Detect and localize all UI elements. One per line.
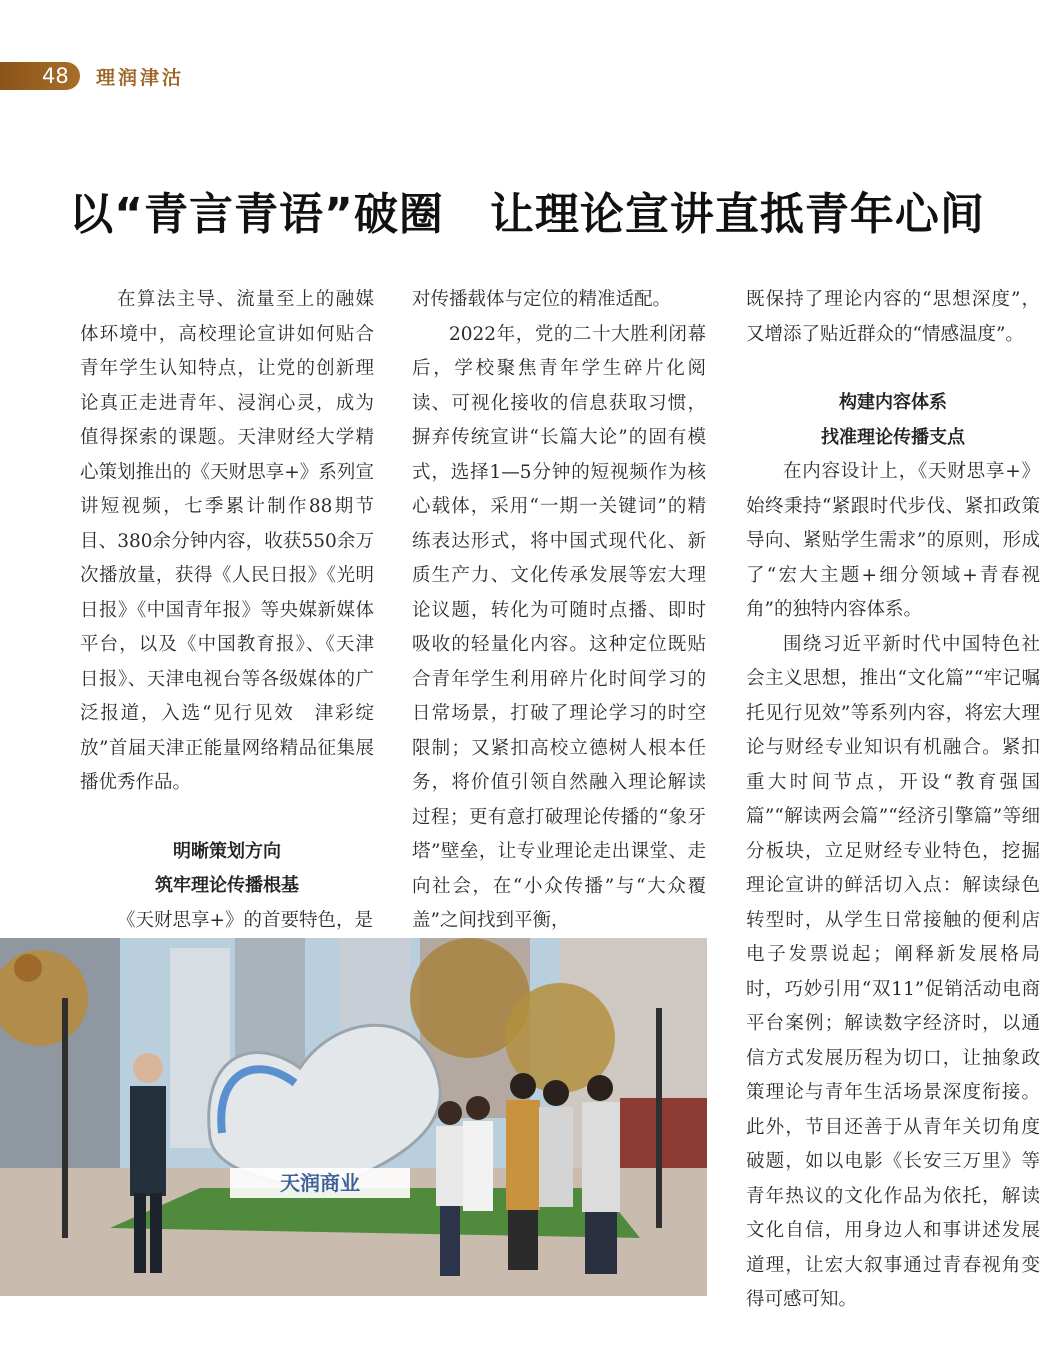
paragraph: 在算法主导、流量至上的融媒体环境中，高校理论宣讲如何贴合青年学生认知特点，让党的创新理论真正走进青年、浸润心灵，成为值得探索的课题。天津财经大学精心策划推出的《天财思享+》系列宣讲短视频，七季累计制作88期节目、380余分钟内容，收获550余万次播放量，获得《人民日报》《光明日报》《中国青年报》等央媒新媒体平台，以及《中国教育报》、《天津日报》、天津电视台等各级媒体的广泛报道，入选“见行见效 津彩绽放”首届天津正能量网络精品征集展播优秀作品。 — [80, 289, 374, 793]
text-column-3 — [746, 283, 1040, 1318]
paragraph: 2022年，党的二十大胜利闭幕后，学校聚焦青年学生碎片化阅读、可视化接收的信息获取习惯，摒弃传统宣讲“长篇大论”的固有模式，选择1—5分钟的短视频作为核心载体，采用“一期一关键词”的精练表达形式，将中国式现代化、新质生产力、文化传承发展等宏大理论议题，转化为可随时点播、即时吸收的轻量化内容。这种定位既贴合青年学生利用碎片化时间学习的日常场景，打破了理论学习的时空限制；又紧扣高校立德树人根本任务，将价值引领自然融入理论解读过程；更有意打破理论传播的“象牙塔”壁垒，让专业理论走出课堂、走向社会，在“小众传播”与“大众覆盖”之间找到平衡， — [412, 323, 706, 931]
section-heading-line: 筑牢理论传播根基 — [155, 875, 299, 896]
paragraph: 对传播载体与定位的精准适配。 — [412, 289, 672, 310]
title-part-2: 让理论宣讲直抵青年心间 — [489, 189, 985, 240]
article-photo — [0, 938, 707, 1296]
section-heading-line: 明晰策划方向 — [173, 840, 281, 862]
article-title — [0, 178, 1054, 242]
sign-text: 天润商业 — [280, 1171, 360, 1195]
page-number: 48 — [42, 64, 69, 88]
section-heading-1 — [80, 835, 374, 904]
section-heading-line: 找准理论传播支点 — [821, 426, 965, 448]
logo-watermark — [14, 954, 42, 982]
title-part-1: 以“青言青语”破圈 — [69, 189, 444, 240]
campus-scene-illustration — [0, 938, 707, 1296]
paragraph: 《天财思享+》的首要特色，是 — [117, 909, 374, 931]
paragraph: 在内容设计上，《天财思享+》始终秉持“紧跟时代步伐、紧扣政策导向、紧贴学生需求”的原则，形成了“宏大主题+细分领域+青春视角”的独特内容体系。 — [746, 461, 1040, 620]
text-column-2 — [412, 283, 706, 939]
section-heading-2 — [746, 386, 1040, 455]
lamp-post — [656, 1008, 662, 1228]
section-heading-line: 构建内容体系 — [839, 392, 947, 413]
column-name: 理润津沽 — [96, 67, 185, 89]
lamp-post — [62, 998, 68, 1238]
paragraph: 围绕习近平新时代中国特色社会主义思想，推出“文化篇”“牢记嘱托见行见效”等系列内容，将宏大理论与财经专业知识有机融合。紧扣重大时间节点，开设“教育强国篇”“解读两会篇”“经济引擎篇”等细分板块，立足财经专业特色，挖掘理论宣讲的鲜活切入点：解读绿色转型时，从学生日常接触的便利店电子发票说起；阐释新发展格局时，巧妙引用“双11”促销活动电商平台案例；解读数字经济时，以通信方式发展历程为切口，让抽象政策理论与青年生活场景深度衔接。此外，节目还善于从青年关切角度破题，如以电影《长安三万里》等青年热议的文化作品为依托，解读文化自信，用身边人和事讲述发展道理，让宏大叙事通过青春视角变得可感可知。 — [746, 633, 1040, 1310]
text-column-1 — [80, 283, 374, 938]
paragraph: 既保持了理论内容的“思想深度”，又增添了贴近群众的“情感温度”。 — [746, 289, 1040, 345]
